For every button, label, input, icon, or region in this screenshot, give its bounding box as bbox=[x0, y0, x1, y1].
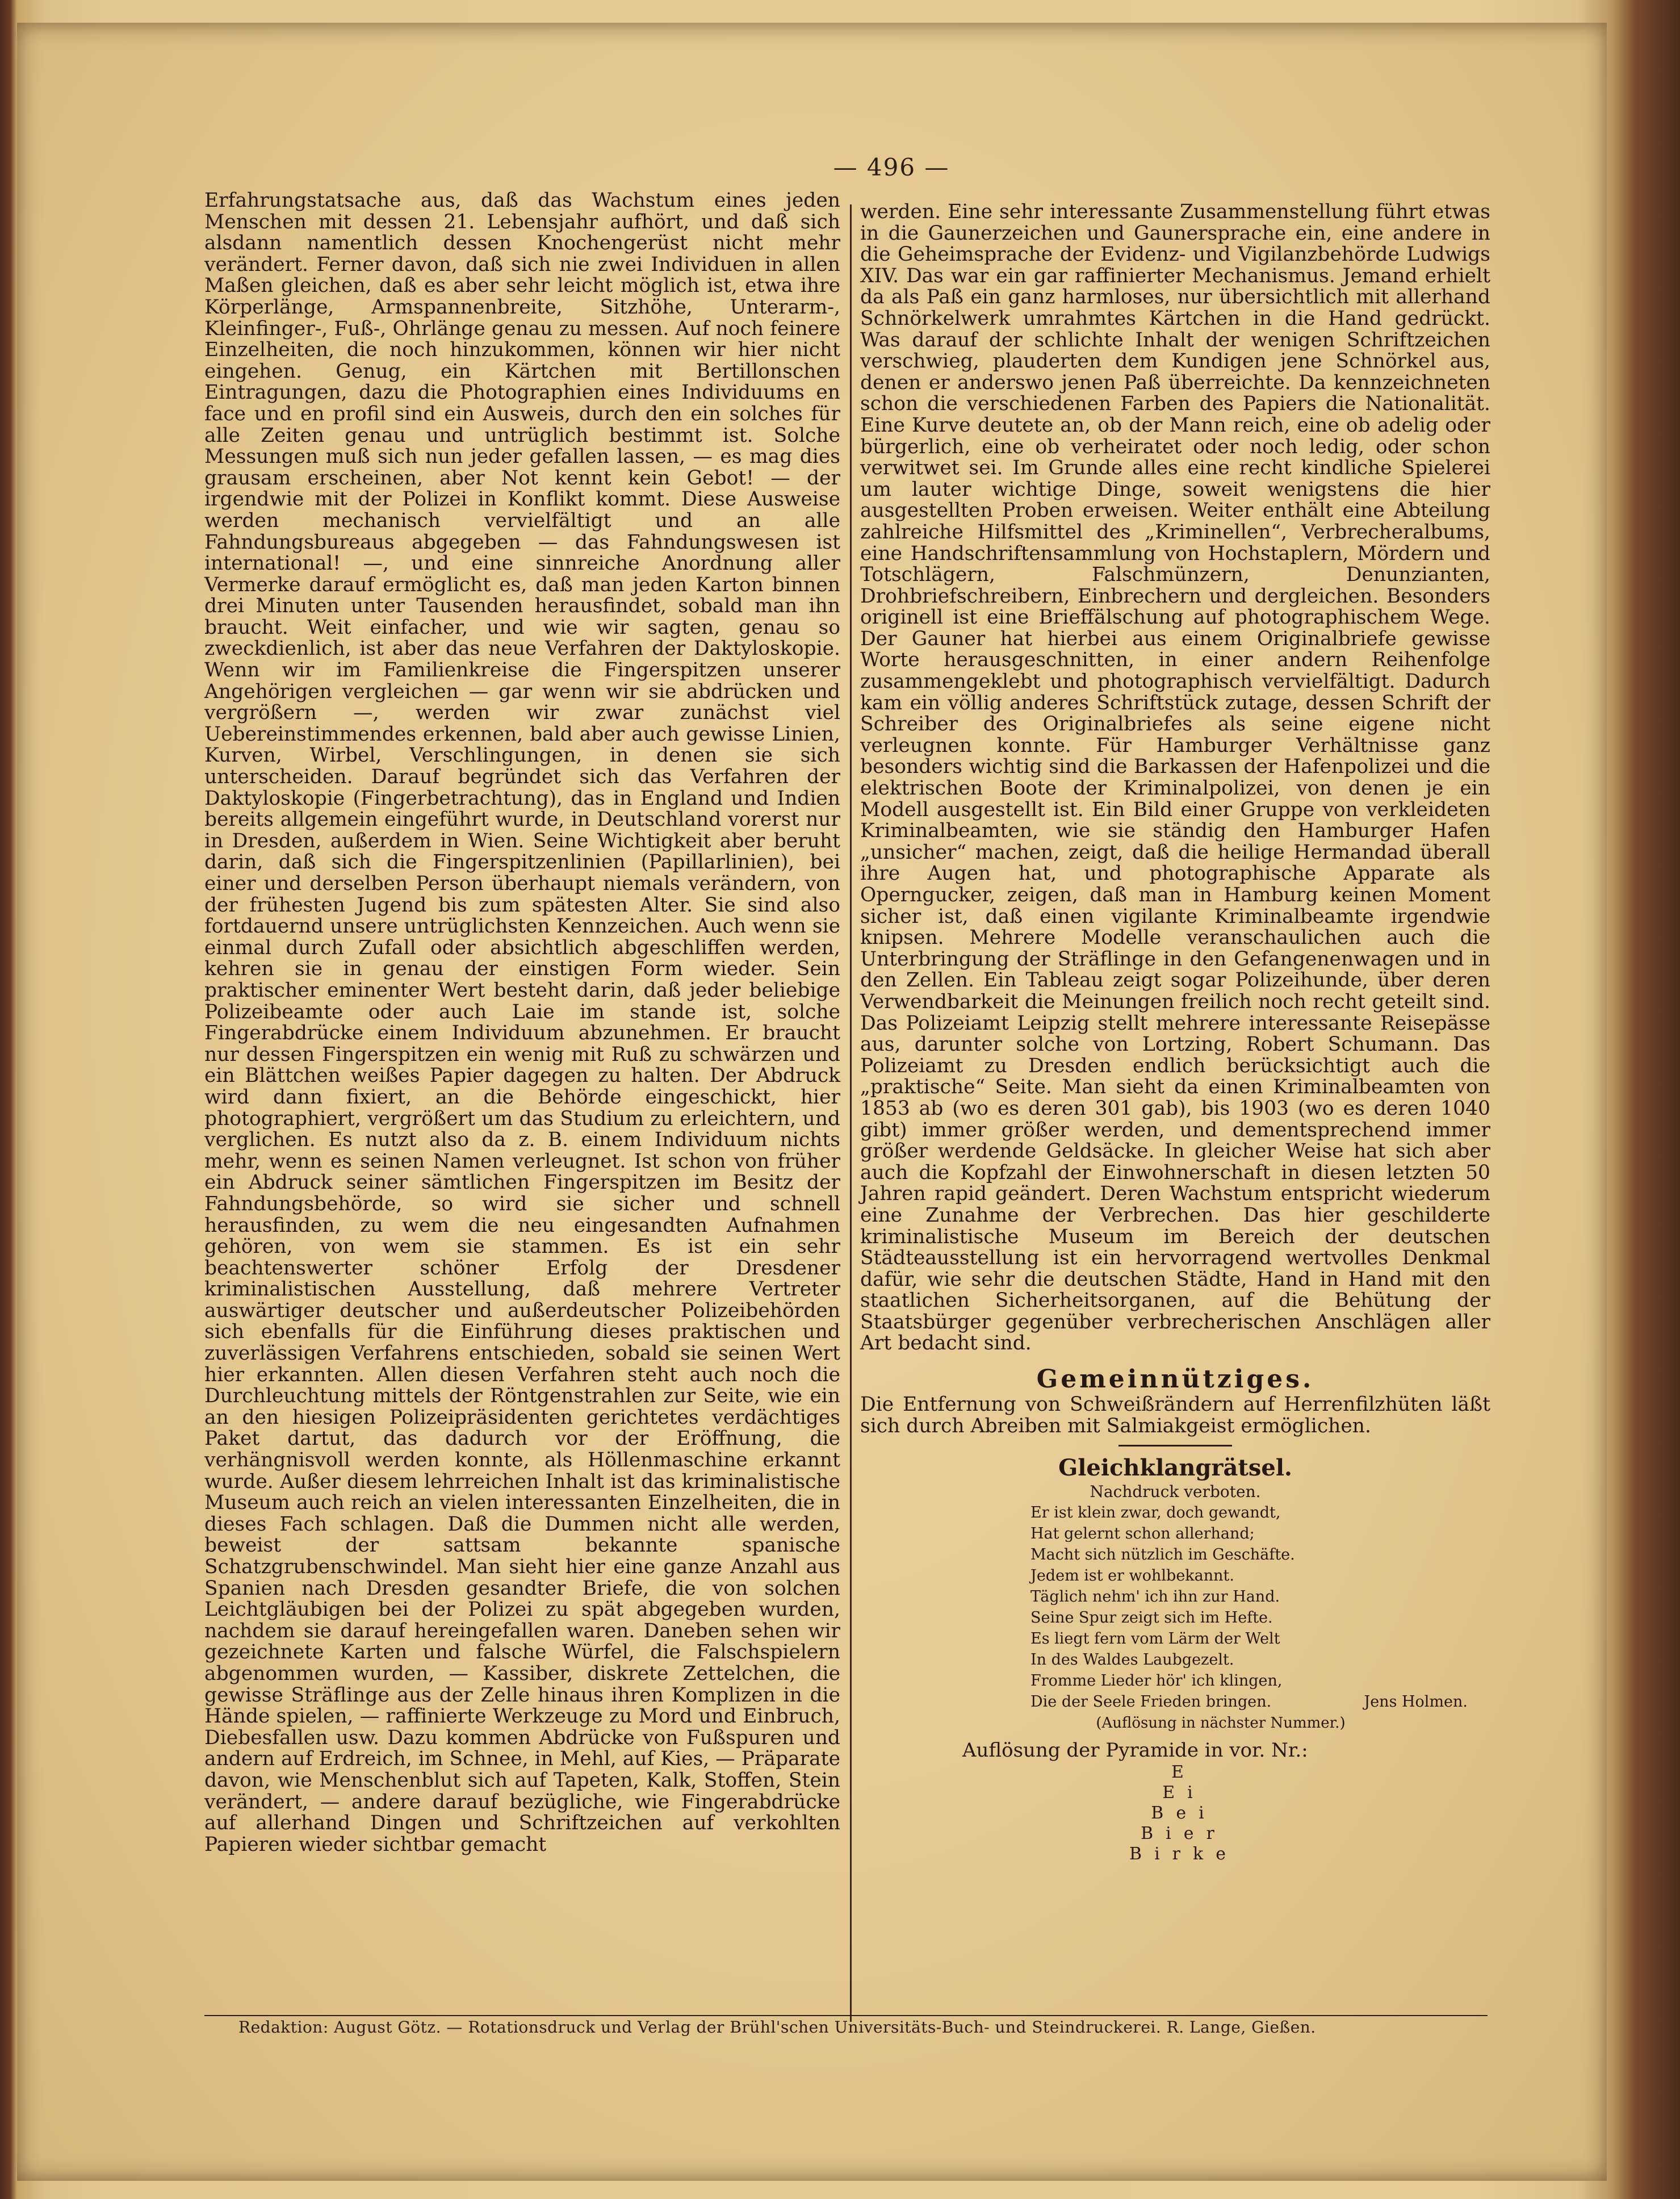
poem-last-line-row bbox=[1030, 1691, 1468, 1712]
poem-line: In des Waldes Laubgezelt. bbox=[1030, 1651, 1234, 1669]
riddle-author: Jens Holmen. bbox=[1364, 1693, 1468, 1711]
reprint-notice: Nachdruck verboten. bbox=[1090, 1482, 1261, 1502]
gemeinnuetziges-heading: Gemeinnütziges. bbox=[1036, 1365, 1314, 1394]
poem-line: Hat gelernt schon allerhand; bbox=[1030, 1525, 1255, 1543]
poem-line: Seine Spur zeigt sich im Hefte. bbox=[1030, 1609, 1273, 1627]
right-column bbox=[860, 202, 1490, 1864]
left-column bbox=[204, 190, 840, 1855]
gemeinnuetziges-text: Die Entfernung von Schweißrändern auf Herrenfilzhüten läßt sich durch Abreiben mit Salmiakgeist ermöglichen. bbox=[860, 1393, 1490, 1437]
poem-line: Die der Seele Frieden bringen. bbox=[1030, 1693, 1272, 1711]
pyramid-row: Ei bbox=[1162, 1783, 1205, 1803]
imprint-footer: Redaktion: August Götz. — Rotationsdruck und Verlag der Brühl'schen Universitäts-Buch- und Steindruckerei. R. Lange, Gießen. bbox=[238, 2018, 1316, 2037]
poem-line: Er ist klein zwar, doch gewandt, bbox=[1030, 1504, 1281, 1522]
riddle-poem bbox=[1030, 1502, 1490, 1712]
page-number: — 496 — bbox=[833, 153, 950, 181]
solution-notice: (Auflösung in nächster Nummer.) bbox=[1096, 1715, 1346, 1732]
pyramid-row: Bei bbox=[1151, 1803, 1217, 1824]
left-column-text: Erfahrungstatsache aus, daß das Wachstum eines jeden Menschen mit dessen 21. Lebensjahr aufhört, und daß sich alsdann namentlich dessen Knochengerüst nicht mehr verändert. Ferner davon, daß sich nie zwei Individuen in allen Maßen gleichen, daß es aber sehr leicht möglich ist, etwa ihre Körperlänge, Armspannenbreite, Sitzhöhe, Unterarm-, Kleinfinger-, Fuß-, Ohrlänge genau zu messen. Auf noch feinere Einzelheiten, die noch hinzukommen, können wir hier nicht eingehen. Genug, ein Kärtchen mit Bertillonschen Eintragungen, dazu die Photographien eines Individuums en face und en profil sind ein Ausweis, durch den ein solches für alle Zeiten genau und untrüglich bestimmt ist. Solche Messungen muß sich nun jeder gefallen lassen, — es mag dies grausam erscheinen, aber Not kennt kein Gebot! — der irgendwie mit der Polizei in Konflikt kommt. Diese Ausweise werden mechanisch vervielfältigt und an alle Fahndungsbureaus abgegeben — das Fahndungswesen ist international! —, und eine sinnreiche Anordnung aller Vermerke darauf ermöglicht es, daß man jeden Karton binnen drei Minuten unter Tausenden herausfindet, sobald man ihn braucht. Weit einfacher, und wie wir sagten, genau so zweckdienlich, ist aber das neue Verfahren der Daktyloskopie. Wenn wir im Familienkreise die Fingerspitzen unserer Angehörigen vergleichen — gar wenn wir sie abdrücken und vergrößern —, werden wir zwar zunächst viel Uebereinstimmendes erkennen, bald aber auch gewisse Linien, Kurven, Wirbel, Verschlingungen, in denen sie sich unterscheiden. Darauf begründet sich das Verfahren der Daktyloskopie (Fingerbetrachtung), das in England und Indien bereits allgemein eingeführt wurde, in Deutschland vorerst nur in Dresden, außerdem in Wien. Seine Wichtigkeit aber beruht darin, daß sich die Fingerspitzenlinien (Papillarlinien), bei einer und derselben Person überhaupt niemals verändern, von der frühesten Jugend bis zum spätesten Alter. Sie sind also fortdauernd unsere untrüglichsten Kennzeichen. Auch wenn sie einmal durch Zufall oder absichtlich abgeschliffen werden, kehren sie in genau der einstigen Form wieder. Sein praktischer eminenter Wert besteht darin, daß jeder beliebige Polizeibeamte oder auch Laie im stande ist, solche Fingerabdrücke einem Individuum abzunehmen. Er braucht nur dessen Fingerspitzen ein wenig mit Ruß zu schwärzen und ein Blättchen weißes Papier dagegen zu halten. Der Abdruck wird dann fixiert, an die Behörde eingeschickt, hier photographiert, vergrößert um das Studium zu erleichtern, und verglichen. Es nutzt also da z. B. einem Individuum nichts mehr, wenn es seinen Namen verleugnet. Ist schon von früher ein Abdruck seiner sämtlichen Fingerspitzen im Besitz der Fahndungsbehörde, so wird sie sicher und schnell herausfinden, zu wem die neu eingesandten Aufnahmen gehören, von wem sie stammen. Es ist ein sehr beachtenswerter schöner Erfolg der Dresdener kriminalistischen Ausstellung, daß mehrere Vertreter auswärtiger deutscher und außerdeutscher Polizeibehörden sich ebenfalls für die Einführung dieses praktischen und zuverlässigen Verfahrens entschieden, sobald sie seinen Wert hier erkannten. Allen diesen Verfahren steht auch noch die Durchleuchtung mittels der Röntgenstrahlen zur Seite, wie ein an den hiesigen Polizeipräsidenten gerichtetes verdächtiges Paket dartut, das dadurch vor der Eröffnung, die verhängnisvoll werden konnte, als Höllenmaschine erkannt wurde. Außer diesem lehrreichen Inhalt ist das kriminalistische Museum auch reich an vielen interessanten Einzelheiten, die in dieses Fach schlagen. Daß die Dummen nicht alle werden, beweist der sattsam bekannte spanische Schatzgrubenschwindel. Man sieht hier eine ganze Anzahl aus Spanien nach Dresden gesandter Briefe, die von solchen Leichtgläubigen bei der Polizei zu spät abgegeben wurden, nachdem sie darauf hereingefallen waren. Daneben sehen wir gezeichnete Karten und falsche Würfel, die Falschspielern abgenommen wurden, — Kassiber, diskrete Zettelchen, die gewisse Sträflinge aus der Zelle hinaus ihren Komplizen in die Hände spielen, — raffinierte Werkzeuge zu Mord und Einbruch, Diebesfallen usw. Dazu kommen Abdrücke von Fußspuren und andern auf Erdreich, im Schnee, in Mehl, auf Kies, — Präparate davon, wie Menschenblut sich auf Tapeten, Kalk, Stoffen, Stein verändert, — andere darauf bezügliche, wie Fingerabdrücke auf allerhand Dingen und Schriftzeichen auf verkohlten Papieren wieder sichtbar gemacht bbox=[204, 189, 840, 1856]
pyramid-solution bbox=[1070, 1762, 1297, 1864]
column-divider bbox=[850, 204, 852, 2022]
right-column-text: werden. Eine sehr interessante Zusammenstellung führt etwas in die Gaunerzeichen und Gaunersprache ein, eine andere in die Geheimsprache der Evidenz- und Vigilanzbehörde Ludwigs XIV. Das war ein gar raffinierter Mechanismus. Jemand erhielt da als Paß ein ganz harmloses, nur übersichtlich mit allerhand Schnörkelwerk umrahmtes Kärtchen in die Hand gedrückt. Was darauf der schlichte Inhalt der wenigen Schriftzeichen verschwieg, plauderten dem Kundigen jene Schnörkel aus, denen er anderswo jenen Paß überreichte. Da kennzeichneten schon die verschiedenen Farben des Papiers die Nationalität. Eine Kurve deutete an, ob der Mann reich, eine ob adelig oder bürgerlich, eine ob verheiratet oder noch ledig, oder schon verwitwet sei. Im Grunde alles eine recht kindliche Spielerei um lauter wichtige Dinge, soweit wenigstens die hier ausgestellten Proben erweisen. Weiter enthält eine Abteilung zahlreiche Hilfsmittel des „Kriminellen“, Verbrecheralbums, eine Handschriftensammlung von Hochstaplern, Mördern und Totschlägern, Falschmünzern, Denunzianten, Drohbriefschreibern, Einbrechern und dergleichen. Besonders originell ist eine Brieffälschung auf photographischem Wege. Der Gauner hat hierbei aus einem Originalbriefe gewisse Worte herausgeschnitten, in einer andern Reihenfolge zusammengeklebt und photographisch vervielfältigt. Dadurch kam ein völlig anderes Schriftstück zutage, dessen Schrift der Schreiber des Originalbriefes als seine eigene nicht verleugnen konnte. Für Hamburger Verhältnisse ganz besonders wichtig sind die Barkassen der Hafenpolizei und die elektrischen Boote der Kriminalpolizei, von denen je ein Modell ausgestellt ist. Ein Bild einer Gruppe von verkleideten Kriminalbeamten, wie sie ständig den Hamburger Hafen „unsicher“ machen, zeigt, daß die heilige Hermandad überall ihre Augen hat, und photographische Apparate als Operngucker, zeigen, daß man in Hamburg keinen Moment sicher ist, daß einen vigilante Kriminalbeamte irgendwie knipsen. Mehrere Modelle veranschaulichen auch die Unterbringung der Sträflinge in den Gefangenenwagen und in den Zellen. Ein Tableau zeigt sogar Polizeihunde, über deren Verwendbarkeit die Meinungen freilich noch recht geteilt sind. Das Polizeiamt Leipzig stellt mehrere interessante Reisepässe aus, darunter solche von Lortzing, Robert Schumann. Das Polizeiamt zu Dresden endlich berücksichtigt auch die „praktische“ Seite. Man sieht da einen Kriminalbeamten von 1853 ab (wo es deren 301 gab), bis 1903 (wo es deren 1040 gibt) immer größer werden, und dementsprechend immer größer werdende Geldsäcke. In gleicher Weise hat sich aber auch die Kopfzahl der Einwohnerschaft in diesen letzten 50 Jahren rapid geändert. Deren Wachstum entspricht wiederum eine Zunahme der Verbrechen. Das hier geschilderte kriminalistische Museum im Bereich der deutschen Städteausstellung ist ein hervorragend wertvolles Denkmal dafür, wie sehr die deutschen Städte, Hand in Hand mit den staatlichen Sicherheitsorganen, auf die Behütung der Staatsbürger gegenüber verbrecherischen Anschlägen aller Art bedacht sind. bbox=[860, 200, 1490, 1355]
poem-line: Es liegt fern vom Lärm der Welt bbox=[1030, 1630, 1280, 1648]
pyramid-row: E bbox=[1171, 1762, 1196, 1783]
poem-line: Täglich nehm' ich ihn zur Hand. bbox=[1030, 1588, 1280, 1606]
poem-line: Macht sich nützlich im Geschäfte. bbox=[1030, 1546, 1295, 1564]
pyramid-solution-title: Auflösung der Pyramide in vor. Nr.: bbox=[962, 1739, 1308, 1762]
poem-line: Jedem ist er wohlbekannt. bbox=[1030, 1567, 1234, 1585]
footer-rule bbox=[204, 2015, 1488, 2016]
section-rule bbox=[1118, 1445, 1232, 1447]
riddle-title: Gleichklangrätsel. bbox=[1058, 1454, 1292, 1482]
poem-line: Fromme Lieder hör' ich klingen, bbox=[1030, 1672, 1283, 1690]
pyramid-row: Bier bbox=[1141, 1824, 1227, 1844]
pyramid-row: Birke bbox=[1129, 1844, 1238, 1864]
